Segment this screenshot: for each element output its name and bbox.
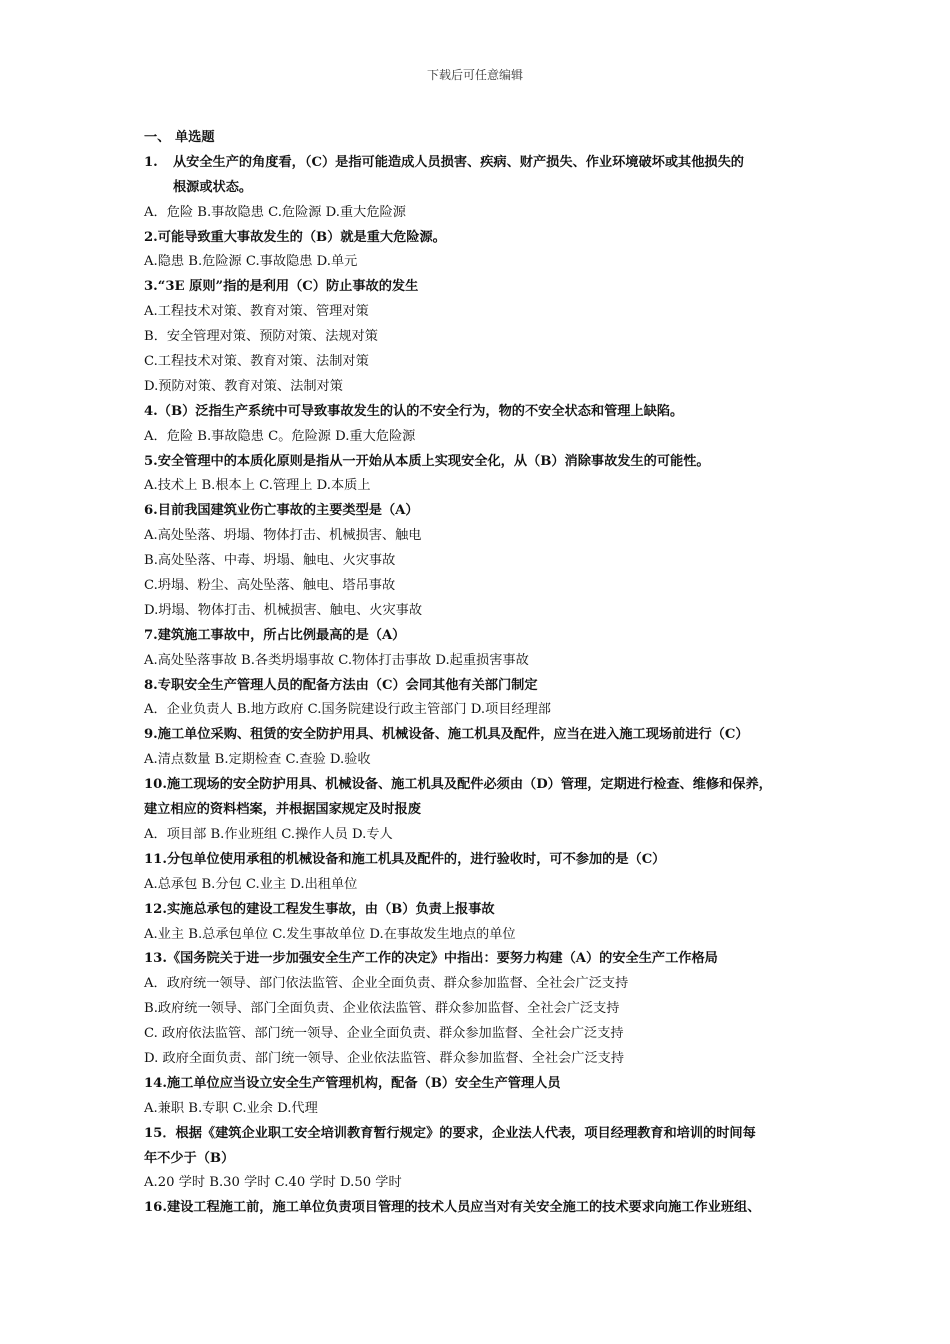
line-text: A.20 学时 B.30 学时 C.40 学时 D.50 学时 <box>144 1175 402 1191</box>
line-text: B．安全管理对策、预防对策、法规对策 <box>144 329 378 345</box>
option-line <box>144 1047 824 1072</box>
question-line <box>144 499 824 524</box>
question-line <box>144 400 824 425</box>
line-text: D.预防对策、教育对策、法制对策 <box>144 378 343 394</box>
question-line <box>144 1122 824 1147</box>
option-line <box>144 524 824 549</box>
line-text: A．企业负责人 B.地方政府 C.国务院建设行政主管部门 D.项目经理部 <box>144 702 551 718</box>
document-body <box>144 126 824 1221</box>
option-line <box>144 350 824 375</box>
line-text: 4.（B）泛指生产系统中可导致事故发生的认的不安全行为，物的不安全状态和管理上缺陷。 <box>144 403 684 419</box>
line-text: 建立相应的资料档案，并根据国家规定及时报废 <box>144 802 421 818</box>
option-line <box>144 823 824 848</box>
question-line <box>144 848 824 873</box>
option-line <box>144 574 824 599</box>
question-line <box>144 151 824 176</box>
line-text: C. 政府依法监管、部门统一领导、企业全面负责、群众参加监督、全社会广泛支持 <box>144 1026 624 1042</box>
line-text: A．危险 B.事故隐患 C。危险源 D.重大危险源 <box>144 428 416 444</box>
question-number: 1. <box>144 154 158 170</box>
question-line <box>144 450 824 475</box>
option-line <box>144 923 824 948</box>
question-line <box>144 1147 824 1172</box>
option-line <box>144 375 824 400</box>
line-text: 3.“3E 原则”指的是利用（C）防止事故的发生 <box>144 279 419 295</box>
line-text: C.坍塌、粉尘、高处坠落、触电、塔吊事故 <box>144 578 396 594</box>
option-line <box>144 1171 824 1196</box>
line-text: A.工程技术对策、教育对策、管理对策 <box>144 304 369 320</box>
question-line <box>144 947 824 972</box>
question-line <box>144 1072 824 1097</box>
line-text: 从安全生产的角度看，（C）是指可能造成人员损害、疾病、财产损失、作业环境破坏或其他损失的 <box>173 154 744 170</box>
option-line <box>144 549 824 574</box>
line-text: 14.施工单位应当设立安全生产管理机构，配备（B）安全生产管理人员 <box>144 1075 561 1091</box>
option-line <box>144 1097 824 1122</box>
option-line <box>144 474 824 499</box>
line-text: A．项目部 B.作业班组 C.操作人员 D.专人 <box>144 826 393 842</box>
line-text: D. 政府全面负责、部门统一领导、企业依法监管、群众参加监督、全社会广泛支持 <box>144 1050 625 1066</box>
option-line <box>144 325 824 350</box>
line-text: A.隐患 B.危险源 C.事故隐患 D.单元 <box>144 254 358 270</box>
line-text: A．政府统一领导、部门依法监管、企业全面负责、群众参加监督、全社会广泛支持 <box>144 976 629 992</box>
section-title: 一、 单选题 <box>144 130 215 145</box>
line-text: 根源或状态。 <box>173 179 253 195</box>
question-line <box>144 723 824 748</box>
line-text: 7.建筑施工事故中，所占比例最高的是（A） <box>144 627 406 643</box>
line-text: A.高处坠落、坍塌、物体打击、机械损害、触电 <box>144 528 422 544</box>
line-text: B.政府统一领导、部门全面负责、企业依法监管、群众参加监督、全社会广泛支持 <box>144 1001 620 1017</box>
line-text: D.坍塌、物体打击、机械损害、触电、火灾事故 <box>144 602 423 618</box>
question-line <box>144 624 824 649</box>
question-line <box>144 674 824 699</box>
question-line <box>144 176 824 201</box>
line-text: 年不少于（B） <box>144 1150 235 1166</box>
option-line <box>144 873 824 898</box>
line-text: A.兼职 B.专职 C.业余 D.代理 <box>144 1100 318 1116</box>
option-line <box>144 649 824 674</box>
line-text: 11.分包单位使用承租的机械设备和施工机具及配件的，进行验收时，可不参加的是（C） <box>144 851 666 867</box>
line-text: 16.建设工程施工前，施工单位负责项目管理的技术人员应当对有关安全施工的技术要求向施工作业班组、 <box>144 1200 761 1216</box>
line-text: C.工程技术对策、教育对策、法制对策 <box>144 354 369 370</box>
line-text: A.技术上 B.根本上 C.管理上 D.本质上 <box>144 478 371 494</box>
line-text: A.清点数量 B.定期检查 C.查验 D.验收 <box>144 752 371 768</box>
line-text: A．危险 B.事故隐患 C.危险源 D.重大危险源 <box>144 204 406 220</box>
question-line <box>144 898 824 923</box>
question-line <box>144 798 824 823</box>
option-line <box>144 201 824 226</box>
option-line <box>144 997 824 1022</box>
option-line <box>144 425 824 450</box>
question-line <box>144 226 824 251</box>
line-text: 6.目前我国建筑业伤亡事故的主要类型是（A） <box>144 503 419 519</box>
line-text: 10.施工现场的安全防护用具、机械设备、施工机具及配件必须由（D）管理，定期进行检查、维修和保养， <box>144 777 772 793</box>
line-text: A.业主 B.总承包单位 C.发生事故单位 D.在事故发生地点的单位 <box>144 926 516 942</box>
option-line <box>144 1022 824 1047</box>
line-text: 8.专职安全生产管理人员的配备方法由（C）会同其他有关部门制定 <box>144 677 538 693</box>
line-text: B.高处坠落、中毒、坍塌、触电、火灾事故 <box>144 553 396 569</box>
option-line <box>144 300 824 325</box>
question-line <box>144 773 824 798</box>
question-list <box>144 151 824 1221</box>
line-text: 15．根据《建筑企业职工安全培训教育暂行规定》的要求，企业法人代表，项目经理教育和培训的时间每 <box>144 1125 756 1141</box>
option-line <box>144 698 824 723</box>
line-text: A.总承包 B.分包 C.业主 D.出租单位 <box>144 876 358 892</box>
line-text: 9.施工单位采购、租赁的安全防护用具、机械设备、施工机具及配件，应当在进入施工现场前进行（C） <box>144 727 749 743</box>
option-line <box>144 250 824 275</box>
line-text: 12.实施总承包的建设工程发生事故，由（B）负责上报事故 <box>144 901 495 917</box>
question-line <box>144 275 824 300</box>
line-text: 13.《国务院关于进一步加强安全生产工作的决定》中指出：要努力构建（A）的安全生产工作格局 <box>144 951 718 967</box>
option-line <box>144 748 824 773</box>
option-line <box>144 972 824 997</box>
line-text: 5.安全管理中的本质化原则是指从一开始从本质上实现安全化，从（B）消除事故发生的可能性。 <box>144 453 710 469</box>
line-text: A.高处坠落事故 B.各类坍塌事故 C.物体打击事故 D.起重损害事故 <box>144 652 529 668</box>
line-text: 2.可能导致重大事故发生的（B）就是重大危险源。 <box>144 229 446 245</box>
option-line <box>144 599 824 624</box>
page-header: 下载后可任意编辑 <box>426 68 523 82</box>
question-line <box>144 1196 824 1221</box>
